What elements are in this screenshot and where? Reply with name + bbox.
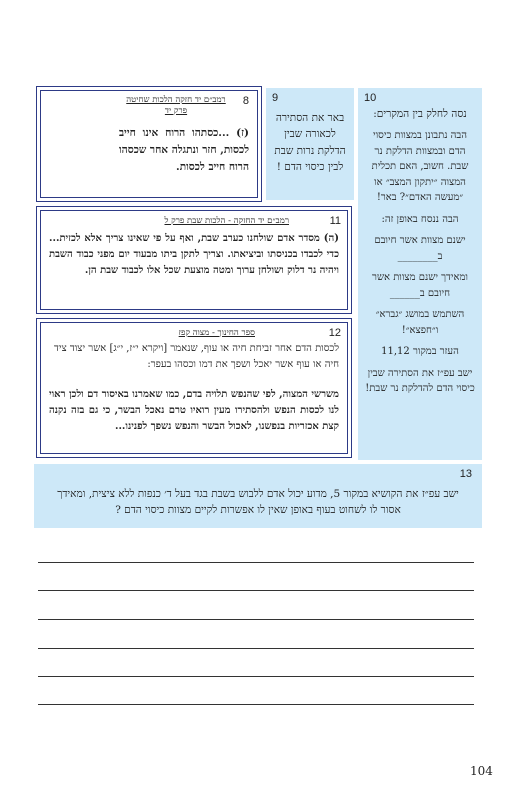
instruction-text: השתמש במושג ״גברא״ ו״חפצא״!	[375, 309, 465, 336]
question-text: ישב עפ״ז את הקושיא במקור 5, מדוע יכול אדם ללבוש בשבת בגד בעל ד׳ כנפות ללא ציצית, ומאידך אסור לו לשחוט בעוף באופן שאין לו אפשרות לקיים מצוות כיסוי הדם ?	[57, 488, 459, 517]
fill-in-line: ישנם מצוות אשר חיובם ב________	[374, 235, 466, 262]
source-box-8	[36, 86, 262, 202]
answer-line[interactable]	[38, 676, 474, 677]
instruction-text: הבה ננסח באופן זה:	[381, 213, 459, 225]
source-text: לכסות הדם אחר זביחת חיה או עוף, שנאמר [ויקרא י״ז, י״ג] אשר יצוד ציד חיה או עוף אשר יאכל ושפך את דמו וכסהו בעפר:	[54, 343, 339, 370]
box-number: 12	[328, 327, 341, 339]
answer-line[interactable]	[38, 562, 474, 563]
answer-line[interactable]	[38, 619, 474, 620]
answer-line[interactable]	[38, 704, 474, 705]
source-text: משרשי המצוה, לפי שהנפש תלויה בדם, כמו שאמרנו באיסור דם ולכן ראוי לנו לכסות הנפש ולהסתירו מעין רואיו טרם נאכל הבשר, כי גם בזה נקנה קצת אכזריות בנפשנו, לאכול הבשר והנפש נשפך לפנינו...	[49, 389, 339, 432]
box-number: 10	[364, 92, 377, 104]
box-number: 13	[459, 468, 472, 480]
source-heading: ספר החינוך - מצוה קפז	[178, 328, 255, 338]
source-heading: רמב״ם יד החזקה - הלכות שבת פרק ל	[164, 216, 289, 226]
source-heading: רמב״ם יד חזקה הלכות שחיטה פרק יד	[126, 95, 226, 117]
question-text: באר את הסתירה לכאורה שבין הדלקת נרות שבת לבין כיסוי הדם !	[274, 112, 346, 173]
instruction-text: העזר במקור 11,12	[381, 346, 459, 358]
question-box-13	[34, 464, 482, 528]
fill-in-line: ומאידך ישנם מצוות אשר חיובם ב______	[372, 272, 468, 299]
box-number: 9	[272, 92, 279, 104]
answer-line[interactable]	[38, 648, 474, 649]
source-text: (ז) ...כסתהו הרוח אינו חייב לכסות, חזר ונתגלה אחר שכסהו הרוח חייב לכסות.	[119, 127, 249, 173]
source-box-12	[36, 318, 352, 458]
instruction-text: נסה לחלק בין המקרים:	[373, 108, 467, 120]
source-box-11	[36, 206, 352, 314]
box-number: 11	[329, 215, 341, 227]
question-box-9	[266, 88, 354, 200]
question-box-10	[358, 88, 482, 460]
instruction-text: הבה נתבונן במצוות כיסוי הדם ובמצוות הדלקת נר שבת. חשוב, האם תכלית המצוה ״יתקון המצב״ או ״מעשה האדם״? באר!	[371, 130, 469, 204]
page-number: 104	[470, 764, 493, 778]
instruction-text: ישב עפ״ז את הסתירה שבין כיסוי הדם להדלקת נר שבת!	[365, 367, 475, 395]
source-text: (ה) מסדר אדם שולחנו כערב שבת, ואף על פי שאינו צריך אלא לכזית... כדי לכבדו בכניסתו וביציאתו. וצריך לתקן ביתו מבעוד יום מפני כבוד השבת ויהיה נר דלוק ושולחן ערוך ומטה מוצעת שכל אלו לכבוד שבת הן.	[49, 233, 339, 276]
box-number: 8	[242, 95, 249, 107]
answer-line[interactable]	[38, 590, 474, 591]
